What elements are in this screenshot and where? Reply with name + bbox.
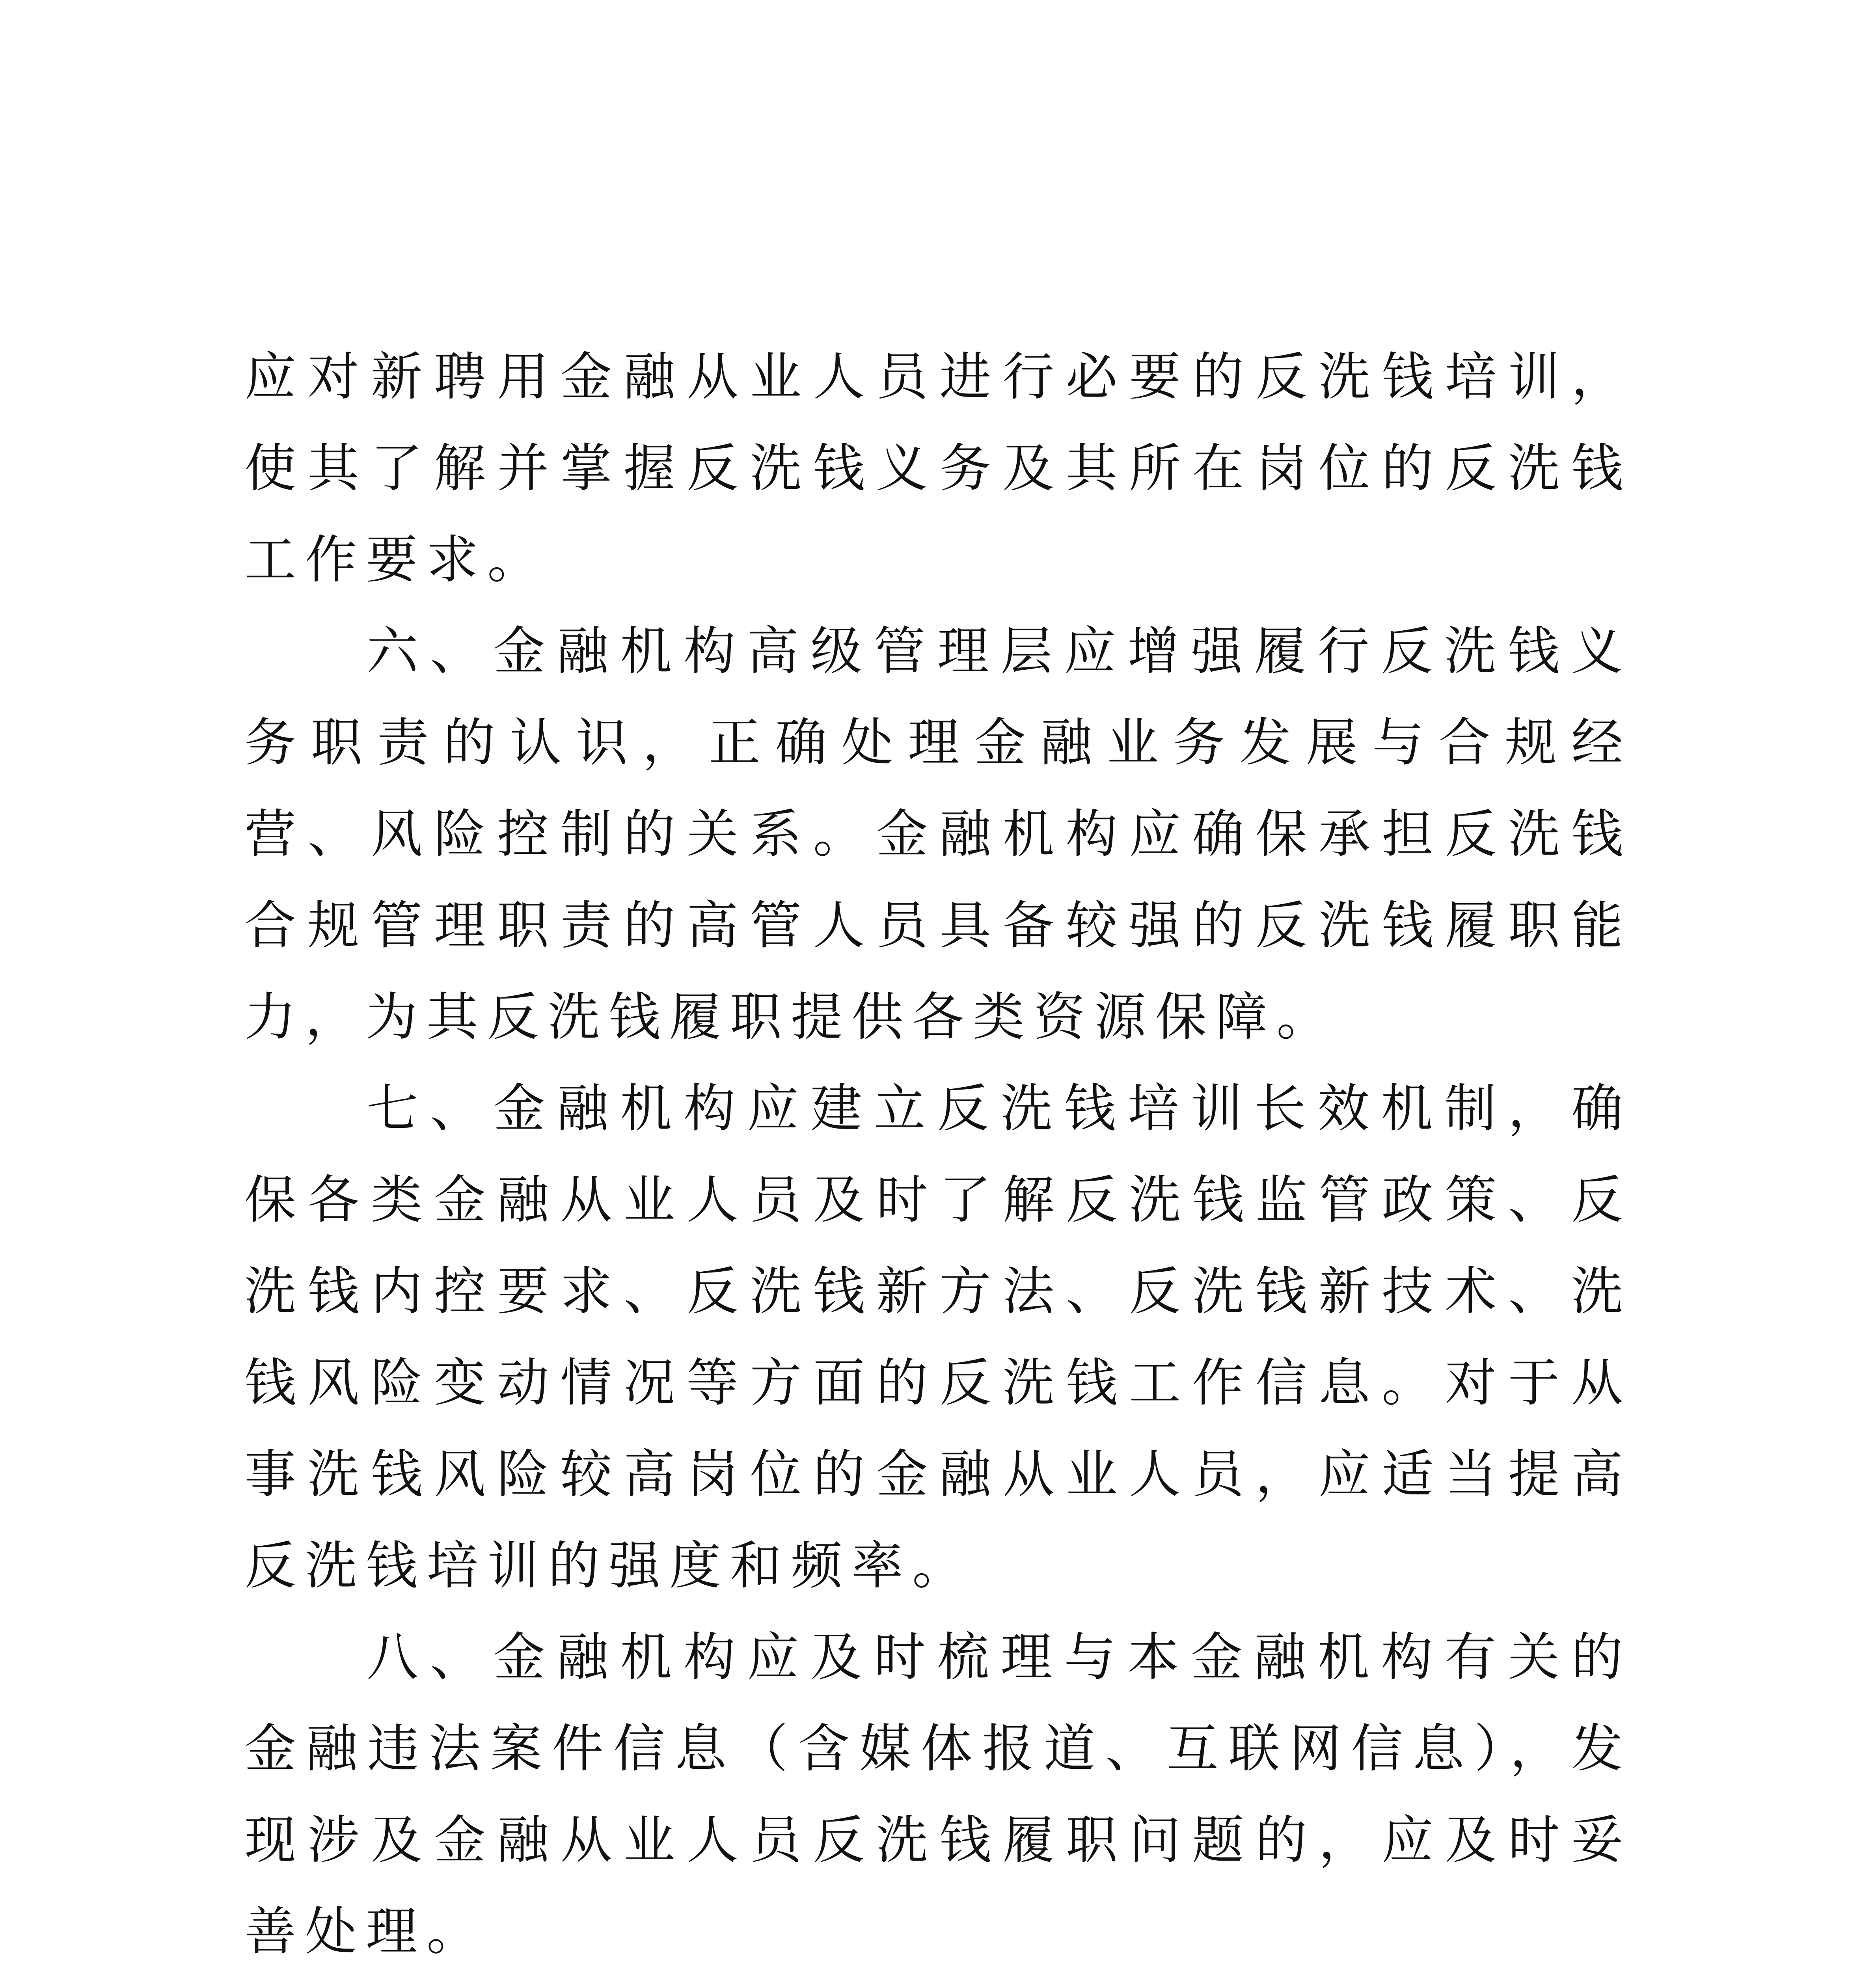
document-body	[244, 331, 1632, 1971]
paragraph-item-7: 七、金融机构应建立反洗钱培训长效机制，确保各类金融从业人员及时了解反洗钱监管政策、反洗钱内控要求、反洗钱新方法、反洗钱新技术、洗钱风险变动情况等方面的反洗钱工作信息。对于从事洗钱风险较高岗位的金融从业人员，应适当提高反洗钱培训的强度和频率。	[244, 1078, 1632, 1596]
paragraph-item-8: 八、金融机构应及时梳理与本金融机构有关的金融违法案件信息（含媒体报道、互联网信息），发现涉及金融从业人员反洗钱履职问题的，应及时妥善处理。	[244, 1627, 1632, 1962]
paragraph-item-6: 六、金融机构高级管理层应增强履行反洗钱义务职责的认识，正确处理金融业务发展与合规经营、风险控制的关系。金融机构应确保承担反洗钱合规管理职责的高管人员具备较强的反洗钱履职能力，为其反洗钱履职提供各类资源保障。	[244, 621, 1632, 1047]
paragraph-continuation: 应对新聘用金融从业人员进行必要的反洗钱培训，使其了解并掌握反洗钱义务及其所在岗位的反洗钱工作要求。	[244, 347, 1632, 590]
